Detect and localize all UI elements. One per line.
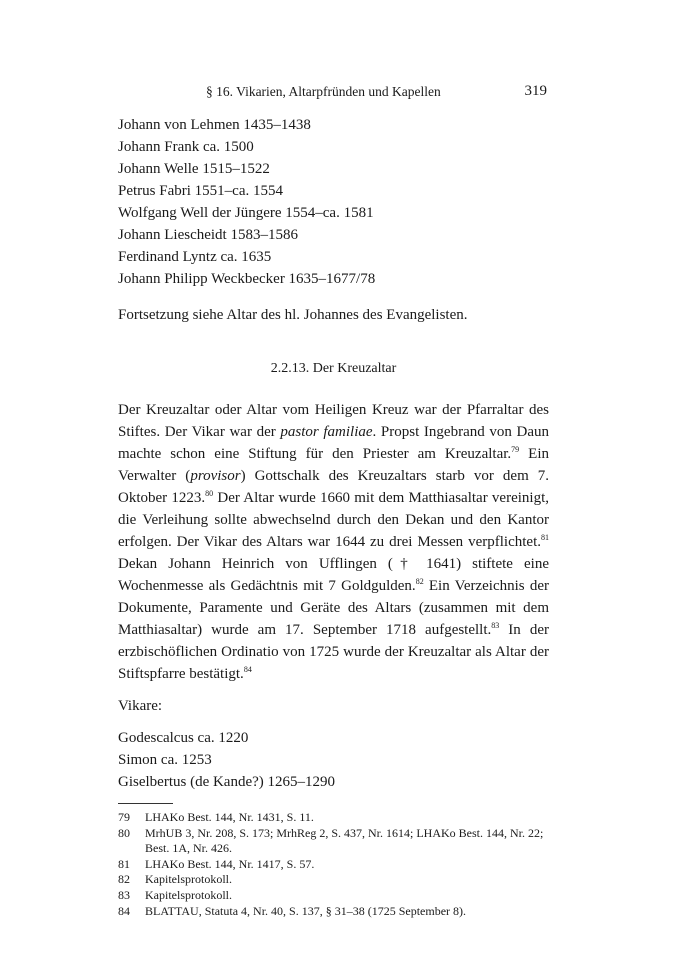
continuation-note: Fortsetzung siehe Altar des hl. Johannes des Evangelisten. <box>118 307 468 323</box>
body-paragraph <box>118 399 549 685</box>
text-run: Der Altar wurde 1660 mit dem Matthiasaltar vereinigt, die Verleihung sollte abwechselnd durch den Dekan und den Kantor erfolgen. Der Vikar des Altars war 1644 zu drei Messen verpflichtet. <box>118 490 549 550</box>
footnote-ref[interactable]: 83 <box>491 621 500 630</box>
footnote-text: Kapitelsprotokoll. <box>145 887 232 902</box>
footnote-number: 81 <box>118 856 130 871</box>
text-run: In der erzbischöflichen Ordinatio von 1725 wurde der Kreuzaltar als Altar der Stiftspfarre bestätigt. <box>118 622 549 682</box>
footnotes <box>118 803 549 919</box>
footnote-text: MrhUB 3, Nr. 208, S. 173; MrhReg 2, S. 437, Nr. 1614; LHAKo Best. 144, Nr. 22; Best. 1A, Nr. 426. <box>145 825 544 856</box>
footnote-ref[interactable]: 82 <box>415 577 424 586</box>
footnote <box>118 888 549 904</box>
list-item: Ferdinand Lyntz ca. 1635 <box>118 249 272 265</box>
list-item: Johann Philipp Weckbecker 1635–1677/78 <box>118 271 376 287</box>
text-run: Dekan Johann Heinrich von Ufflingen († 1641) stiftete eine Wochenmesse als Gedächtnis mit 7 Goldgulden. <box>118 556 549 594</box>
list-item: Johann von Lehmen 1435–1438 <box>118 117 311 133</box>
text-run: . Propst Ingebrand von Daun machte schon eine Stiftung für den Priester am Kreuzaltar. <box>118 424 549 462</box>
footnote-ref[interactable]: 81 <box>541 533 549 542</box>
footnote <box>118 872 549 888</box>
italic-term: provisor <box>190 468 241 484</box>
page-number: 319 <box>524 83 547 99</box>
footnote-ref[interactable]: 79 <box>511 445 520 454</box>
footnote-text: LHAKo Best. 144, Nr. 1417, S. 57. <box>145 856 315 871</box>
footnote-ref[interactable]: 80 <box>205 489 214 498</box>
footnote <box>118 904 549 920</box>
running-title: § 16. Vikarien, Altarpfründen und Kapellen <box>206 84 441 99</box>
list-item: Johann Liescheidt 1583–1586 <box>118 227 298 243</box>
footnote <box>118 810 549 826</box>
list-item: Giselbertus (de Kande?) 1265–1290 <box>118 774 336 790</box>
footnote-number: 83 <box>118 887 130 902</box>
footnote-number: 79 <box>118 810 130 824</box>
list-item: Johann Frank ca. 1500 <box>118 139 254 155</box>
footnote-text: LHAKo Best. 144, Nr. 1431, S. 11. <box>145 810 314 824</box>
text-run: Ein Verzeichnis der Dokumente, Paramente und Geräte des Altars (zusammen mit dem Matthiasaltar) wurde am 17. September 1718 aufgestellt. <box>118 578 549 638</box>
vicars-label: Vikare: <box>118 698 163 714</box>
book-page <box>118 80 549 919</box>
list-item: Simon ca. 1253 <box>118 752 212 768</box>
list-item: Johann Welle 1515–1522 <box>118 161 270 177</box>
italic-term: pastor familiae <box>280 424 373 440</box>
footnote-number: 84 <box>118 903 130 918</box>
footnote-divider <box>118 803 173 804</box>
list-item: Godescalcus ca. 1220 <box>118 730 249 746</box>
list-item: Petrus Fabri 1551–ca. 1554 <box>118 183 283 199</box>
text-run: Ein Verwalter ( <box>118 446 549 484</box>
footnote <box>118 857 549 873</box>
footnote-text: BLATTAU, Statuta 4, Nr. 40, S. 137, § 31–38 (1725 September 8). <box>145 903 467 918</box>
footnote-number: 82 <box>118 872 130 887</box>
section-title: 2.2.13. Der Kreuzaltar <box>270 361 397 376</box>
footnote-ref[interactable]: 84 <box>243 665 252 674</box>
running-header <box>118 80 549 100</box>
vicar-list-top <box>118 114 549 290</box>
footnote-number: 80 <box>118 825 130 840</box>
text-run: ) Gottschalk des Kreuzaltars starb vor dem 7. Oktober 1223. <box>118 468 549 506</box>
footnote <box>118 826 549 857</box>
vicar-list-bottom <box>118 727 549 793</box>
list-item: Wolfgang Well der Jüngere 1554–ca. 1581 <box>118 205 374 221</box>
footnote-text: Kapitelsprotokoll. <box>145 872 232 887</box>
text-run: Der Kreuzaltar oder Altar vom Heiligen Kreuz war der Pfarraltar des Stiftes. Der Vikar war der <box>118 402 549 440</box>
